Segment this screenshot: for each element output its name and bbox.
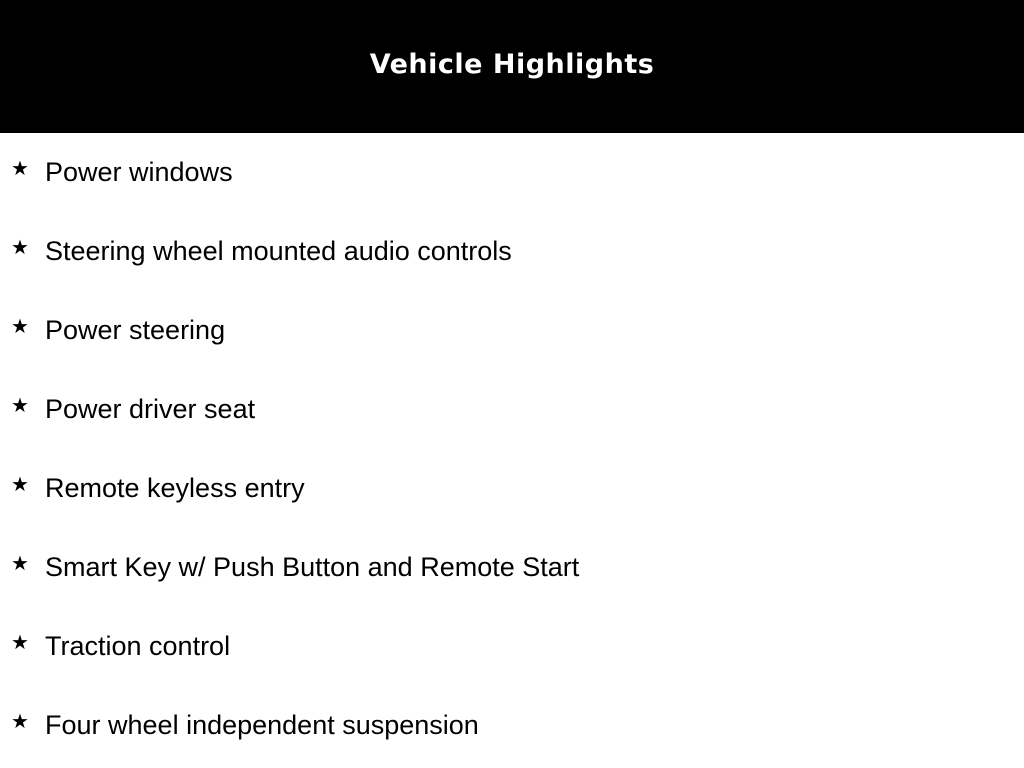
list-item bbox=[0, 154, 233, 190]
list-item bbox=[0, 470, 305, 506]
list-item bbox=[0, 312, 225, 348]
list-item-label: Smart Key w/ Push Button and Remote Start bbox=[45, 551, 580, 582]
list-item-label: Four wheel independent suspension bbox=[45, 709, 479, 740]
list-item-label: Remote keyless entry bbox=[45, 472, 305, 503]
star-icon: ★ bbox=[11, 395, 29, 417]
list-item-label: Steering wheel mounted audio controls bbox=[45, 235, 512, 266]
list-item-label: Power driver seat bbox=[45, 393, 256, 424]
list-item bbox=[0, 707, 479, 743]
star-icon: ★ bbox=[11, 553, 29, 575]
star-icon: ★ bbox=[11, 237, 29, 259]
star-icon: ★ bbox=[11, 711, 29, 733]
star-icon: ★ bbox=[11, 632, 29, 654]
list-item bbox=[0, 233, 512, 269]
star-icon: ★ bbox=[11, 316, 29, 338]
page-title: Vehicle Highlights bbox=[369, 49, 655, 80]
page-header bbox=[0, 0, 1024, 133]
list-item bbox=[0, 549, 579, 585]
list-item-label: Traction control bbox=[45, 630, 231, 661]
list-item-label: Power steering bbox=[45, 314, 226, 345]
star-icon: ★ bbox=[11, 158, 29, 180]
list-item bbox=[0, 391, 255, 427]
list-item-label: Power windows bbox=[45, 156, 233, 187]
list-item bbox=[0, 628, 230, 664]
star-icon: ★ bbox=[11, 474, 29, 496]
